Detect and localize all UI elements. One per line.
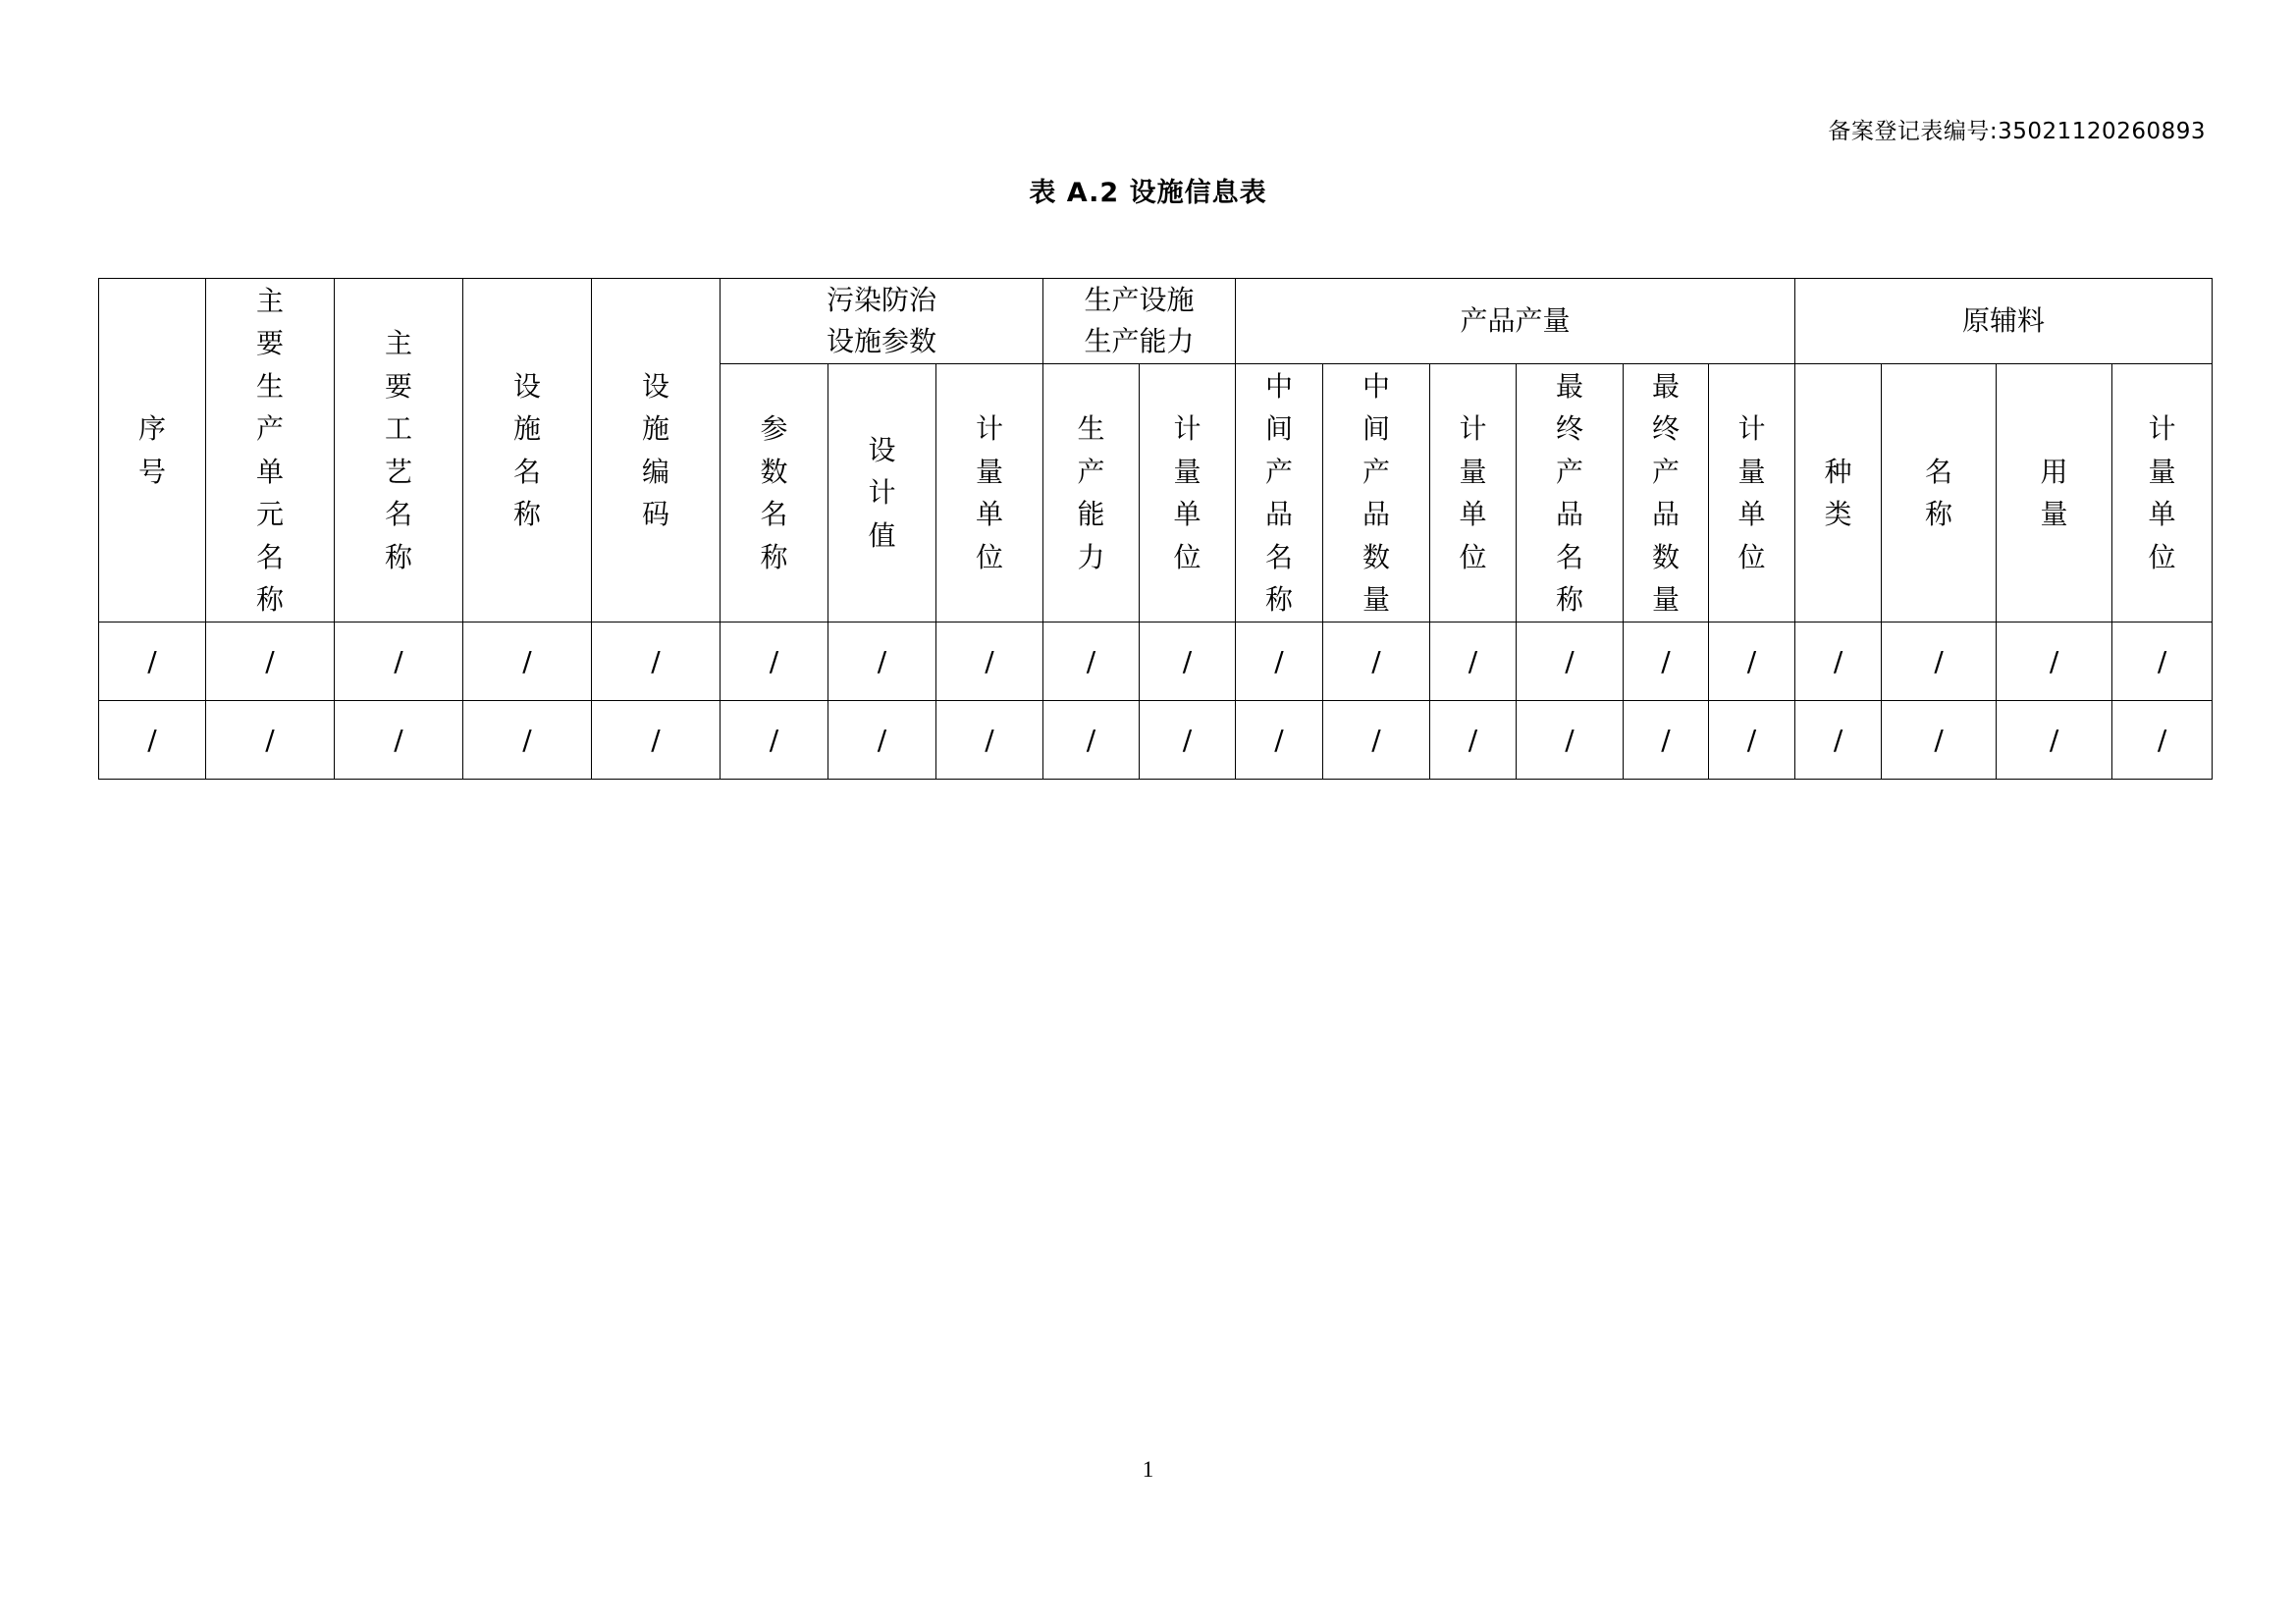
header-facility-code: 设施编码 [592, 279, 721, 623]
table-cell: / [936, 623, 1043, 701]
header-pp-unit: 计量单位 [936, 364, 1043, 623]
table-cell: / [1140, 623, 1236, 701]
table-cell: / [828, 623, 936, 701]
table-cell: / [828, 701, 936, 780]
table-cell: / [1236, 701, 1323, 780]
table-cell: / [1043, 623, 1140, 701]
table-cell: / [463, 701, 592, 780]
header-facility-name: 设施名称 [463, 279, 592, 623]
header-final-unit: 计量单位 [1709, 364, 1795, 623]
table-cell: / [335, 623, 463, 701]
table-cell: / [206, 623, 335, 701]
registration-number: 35021120260893 [1998, 119, 2206, 144]
header-mat-name: 名称 [1882, 364, 1997, 623]
table-body [99, 623, 2213, 780]
header-capacity-group: 生产设施生产能力 [1043, 279, 1236, 364]
header-pollution-params: 污染防治设施参数 [721, 279, 1043, 364]
table-cell: / [936, 701, 1043, 780]
table-cell: / [592, 623, 721, 701]
page-number: 1 [1142, 1457, 1154, 1482]
header-mat-unit: 计量单位 [2112, 364, 2213, 623]
header-inter-name: 中间产品名称 [1236, 364, 1323, 623]
header-design-value: 设计值 [828, 364, 936, 623]
registration-label: 备案登记表编号: [1828, 119, 1999, 144]
table-cell: / [592, 701, 721, 780]
table-cell: / [1624, 623, 1709, 701]
table-cell: / [1882, 701, 1997, 780]
header-param-name: 参数名称 [721, 364, 828, 623]
header-cap-unit: 计量单位 [1140, 364, 1236, 623]
table-cell: / [1430, 623, 1517, 701]
table-header-row-1 [99, 279, 2213, 364]
table-cell: / [1323, 701, 1430, 780]
table-cell: / [1882, 623, 1997, 701]
table-cell: / [99, 623, 206, 701]
table-cell: / [1043, 701, 1140, 780]
header-inter-unit: 计量单位 [1430, 364, 1517, 623]
header-final-qty: 最终产品数量 [1624, 364, 1709, 623]
table-cell: / [1709, 623, 1795, 701]
facility-info-table [98, 278, 2213, 780]
header-output-group: 产品产量 [1236, 279, 1795, 364]
header-inter-qty: 中间产品数量 [1323, 364, 1430, 623]
table-cell: / [1236, 623, 1323, 701]
table-cell: / [463, 623, 592, 701]
registration-number-line [1828, 113, 2206, 145]
table-cell: / [2112, 701, 2213, 780]
header-final-name: 最终产品名称 [1517, 364, 1624, 623]
header-materials-group: 原辅料 [1795, 279, 2213, 364]
table-cell: / [1517, 701, 1624, 780]
table-cell: / [1323, 623, 1430, 701]
table-cell: / [1517, 623, 1624, 701]
table-cell: / [1997, 701, 2112, 780]
table-cell: / [206, 701, 335, 780]
header-capacity: 生产能力 [1043, 364, 1140, 623]
document-title: 表 A.2 设施信息表 [1029, 178, 1267, 208]
header-seq: 序号 [99, 279, 206, 623]
header-unit-name: 主要生产单元名称 [206, 279, 335, 623]
header-mat-type: 种类 [1795, 364, 1882, 623]
table-cell: / [1709, 701, 1795, 780]
table-cell: / [1140, 701, 1236, 780]
table-cell: / [1997, 623, 2112, 701]
table-cell: / [1795, 701, 1882, 780]
table-cell: / [721, 701, 828, 780]
table-cell: / [2112, 623, 2213, 701]
header-mat-usage: 用量 [1997, 364, 2112, 623]
table-cell: / [1795, 623, 1882, 701]
table-row [99, 701, 2213, 780]
table-cell: / [335, 701, 463, 780]
table-cell: / [1430, 701, 1517, 780]
header-process-name: 主要工艺名称 [335, 279, 463, 623]
table-row [99, 623, 2213, 701]
table-cell: / [1624, 701, 1709, 780]
table-cell: / [721, 623, 828, 701]
table-cell: / [99, 701, 206, 780]
